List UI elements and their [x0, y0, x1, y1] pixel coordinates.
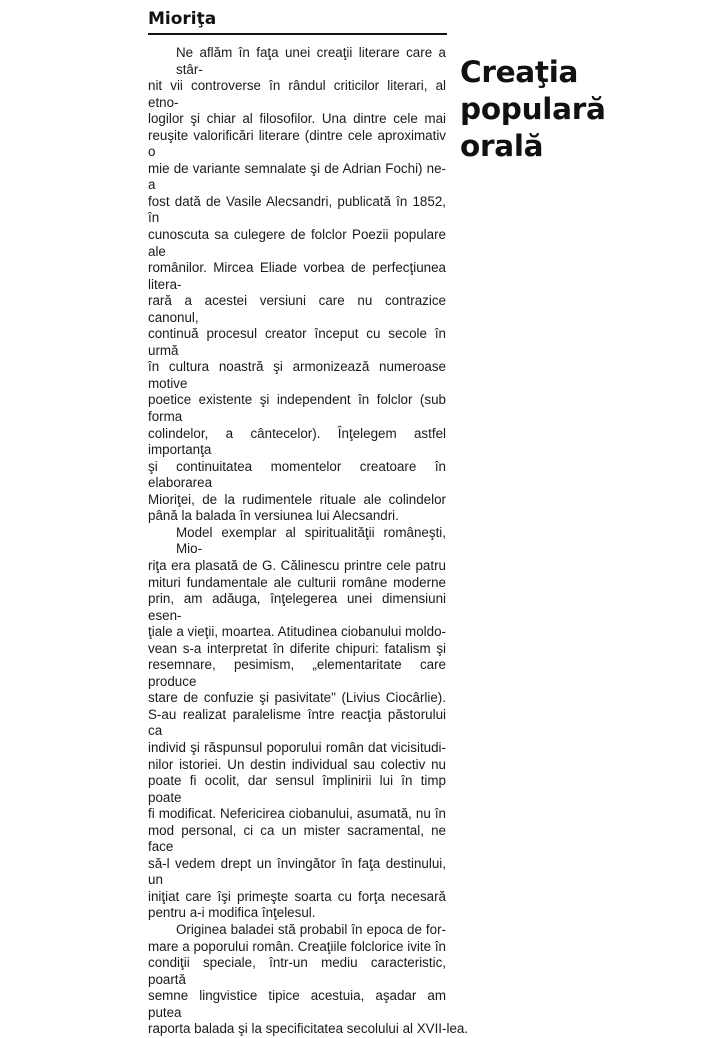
text-line: Model exemplar al spiritualităţii româneşti, Mio-	[176, 524, 446, 557]
header-rule	[148, 33, 447, 35]
text-line: în cultura noastră şi armonizează numeroase motive	[148, 359, 446, 391]
text-line: mie de variante semnalate şi de Adrian Fochi) ne-a	[148, 160, 446, 193]
text-line: cunoscuta sa culegere de folclor Poezii populare ale	[148, 227, 446, 259]
paragraph-1	[148, 45, 446, 525]
text-line: mare a poporului român. Creaţiile folclorice ivite în	[148, 938, 446, 954]
section-heading	[460, 54, 606, 165]
running-header-title: Mioriţa	[148, 9, 217, 29]
text-line: Ne aflăm în faţa unei creaţii literare care a stâr-	[176, 45, 446, 77]
text-line: fost dată de Vasile Alecsandri, publicată în 1852, în	[148, 193, 446, 226]
text-line: raporta balada şi la specificitatea secolului al XVII-lea.	[148, 1021, 469, 1037]
section-heading-line: orală	[460, 129, 544, 163]
text-line: prin, am adăuga, înţelegerea unei dimensiuni esen-	[148, 591, 446, 623]
text-line: până la balada în versiunea lui Alecsandri.	[148, 508, 399, 524]
text-line: poetice existente şi independent în folclor (sub forma	[148, 392, 446, 425]
text-line: S-au realizat paralelisme între reacţia păstorului ca	[148, 706, 446, 739]
text-line: mituri fundamentale ale culturii române moderne	[148, 574, 446, 590]
text-line: pentru a-i modifica înţelesul.	[148, 905, 316, 921]
text-line: individ şi răspunsul poporului român dat vicisitudi-	[148, 739, 446, 755]
text-line: românilor. Mircea Eliade vorbea de perfecţiunea litera-	[148, 260, 446, 292]
section-heading-line: Creaţia	[460, 55, 579, 89]
text-line: nit vii controverse în rândul criticilor literari, al etno-	[148, 78, 446, 110]
text-line: ţiale a vieţii, moartea. Atitudinea ciobanului moldo-	[148, 624, 446, 640]
text-line: şi continuitatea momentelor creatoare în elaborarea	[148, 458, 446, 491]
text-line: condiţii speciale, într-un mediu caracteristic, poartă	[148, 955, 446, 987]
text-line: vean s-a interpretat în diferite chipuri: fatalism şi	[148, 640, 446, 656]
text-line: Mioriţei, de la rudimentele rituale ale colindelor	[148, 491, 446, 507]
text-line: poate fi ocolit, dar sensul împlinirii lui în timp poate	[148, 773, 446, 805]
text-line: logilor şi chiar al filosofilor. Una dintre cele mai	[148, 111, 446, 127]
text-line: să-l vedem drept un învingător în faţa destinului, un	[148, 855, 446, 888]
text-line: Originea baladei stă probabil în epoca de for-	[176, 921, 446, 937]
text-line: nilor istoriei. Un destin individual sau colectiv nu	[148, 756, 446, 772]
text-line: riţa era plasată de G. Călinescu printre cele patru	[148, 557, 446, 573]
text-line: rară a acestei versiuni care nu contrazice canonul,	[148, 293, 446, 325]
text-line: reuşite valorificări literare (dintre cele aproximativ o	[148, 127, 446, 160]
text-line: mod personal, ci ca un mister sacramental, ne face	[148, 822, 446, 855]
section-heading-line: populară	[460, 92, 606, 126]
text-line: iniţiat care îşi primeşte soarta cu forţa necesară	[148, 888, 446, 904]
paragraph-3	[148, 921, 469, 1038]
text-line: semne lingvistice tipice acestuia, aşadar am putea	[148, 988, 446, 1020]
text-line: stare de confuzie şi pasivitate" (Livius Ciocârlie).	[148, 690, 446, 706]
text-line: fi modificat. Nefericirea ciobanului, asumată, nu în	[148, 806, 446, 822]
paragraph-2	[148, 525, 446, 922]
text-line: colindelor, a cântecelor). Înţelegem astfel importanţa	[148, 425, 446, 458]
body-text	[148, 45, 469, 1038]
text-line: resemnare, pesimism, „elementaritate care produce	[148, 657, 446, 689]
text-line: continuă procesul creator început cu secole în urmă	[148, 326, 446, 358]
